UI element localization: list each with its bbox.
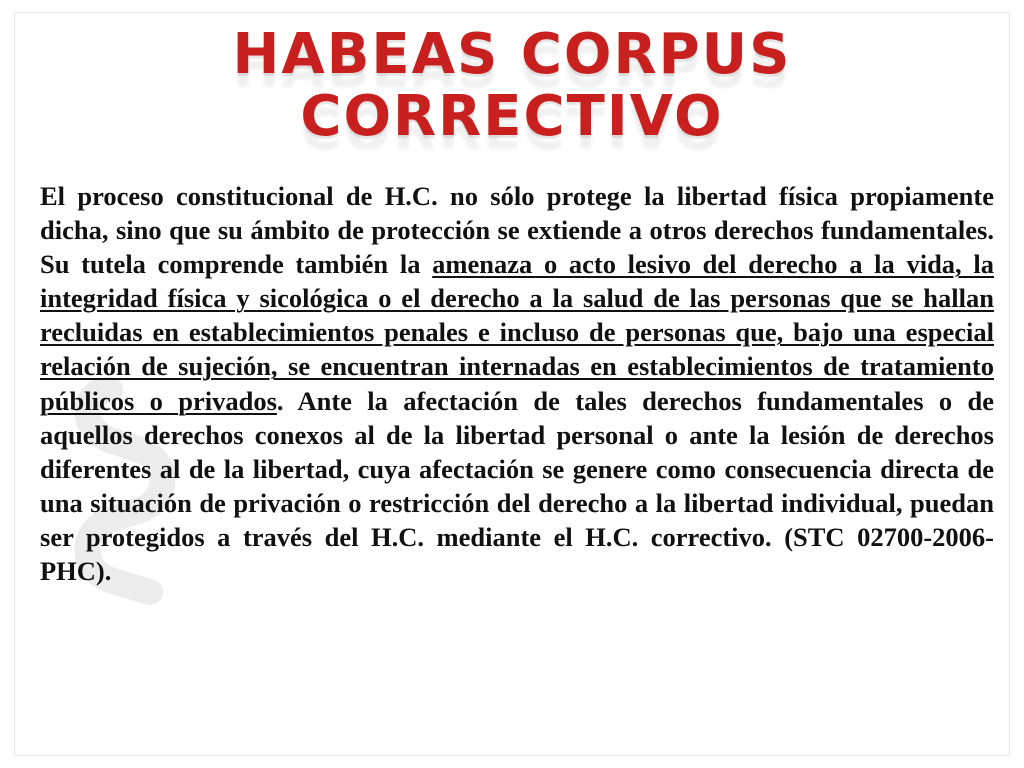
paragraph-conclusion: . Ante la afectación de tales derechos fundamentales o de aquellos derechos conexos al de la libertad personal o ante la lesión de derechos diferentes al de la libertad, cuya afectación se genere como consecuencia directa de una situación de privación o restricción del derecho a la libertad individual, puedan ser protegidos a través del H.C. mediante el H.C. correctivo. (STC 02700-2006-PHC). [40,385,994,587]
body-paragraph [40,179,994,588]
slide-title [120,24,904,148]
paragraph-intro: El proceso constitucional de H.C. no sólo protege la libertad física propiamente dicha, sino que su ámbito de protección se extiende a otros derechos fundamentales. Su tutela comprende también la [40,181,994,280]
title-line-1: HABEAS CORPUS [232,22,792,87]
title-line-2: CORRECTIVO [300,84,724,149]
paragraph-underlined-passage: amenaza o acto lesivo del derecho a la vida, la integridad física y sicológica o el derecho a la salud de las personas que se hallan recluidas en establecimientos penales e incluso de personas que, bajo una especial relación de sujeción, se encuentran internadas en establecimientos de tratamiento públicos o privados [40,249,994,416]
